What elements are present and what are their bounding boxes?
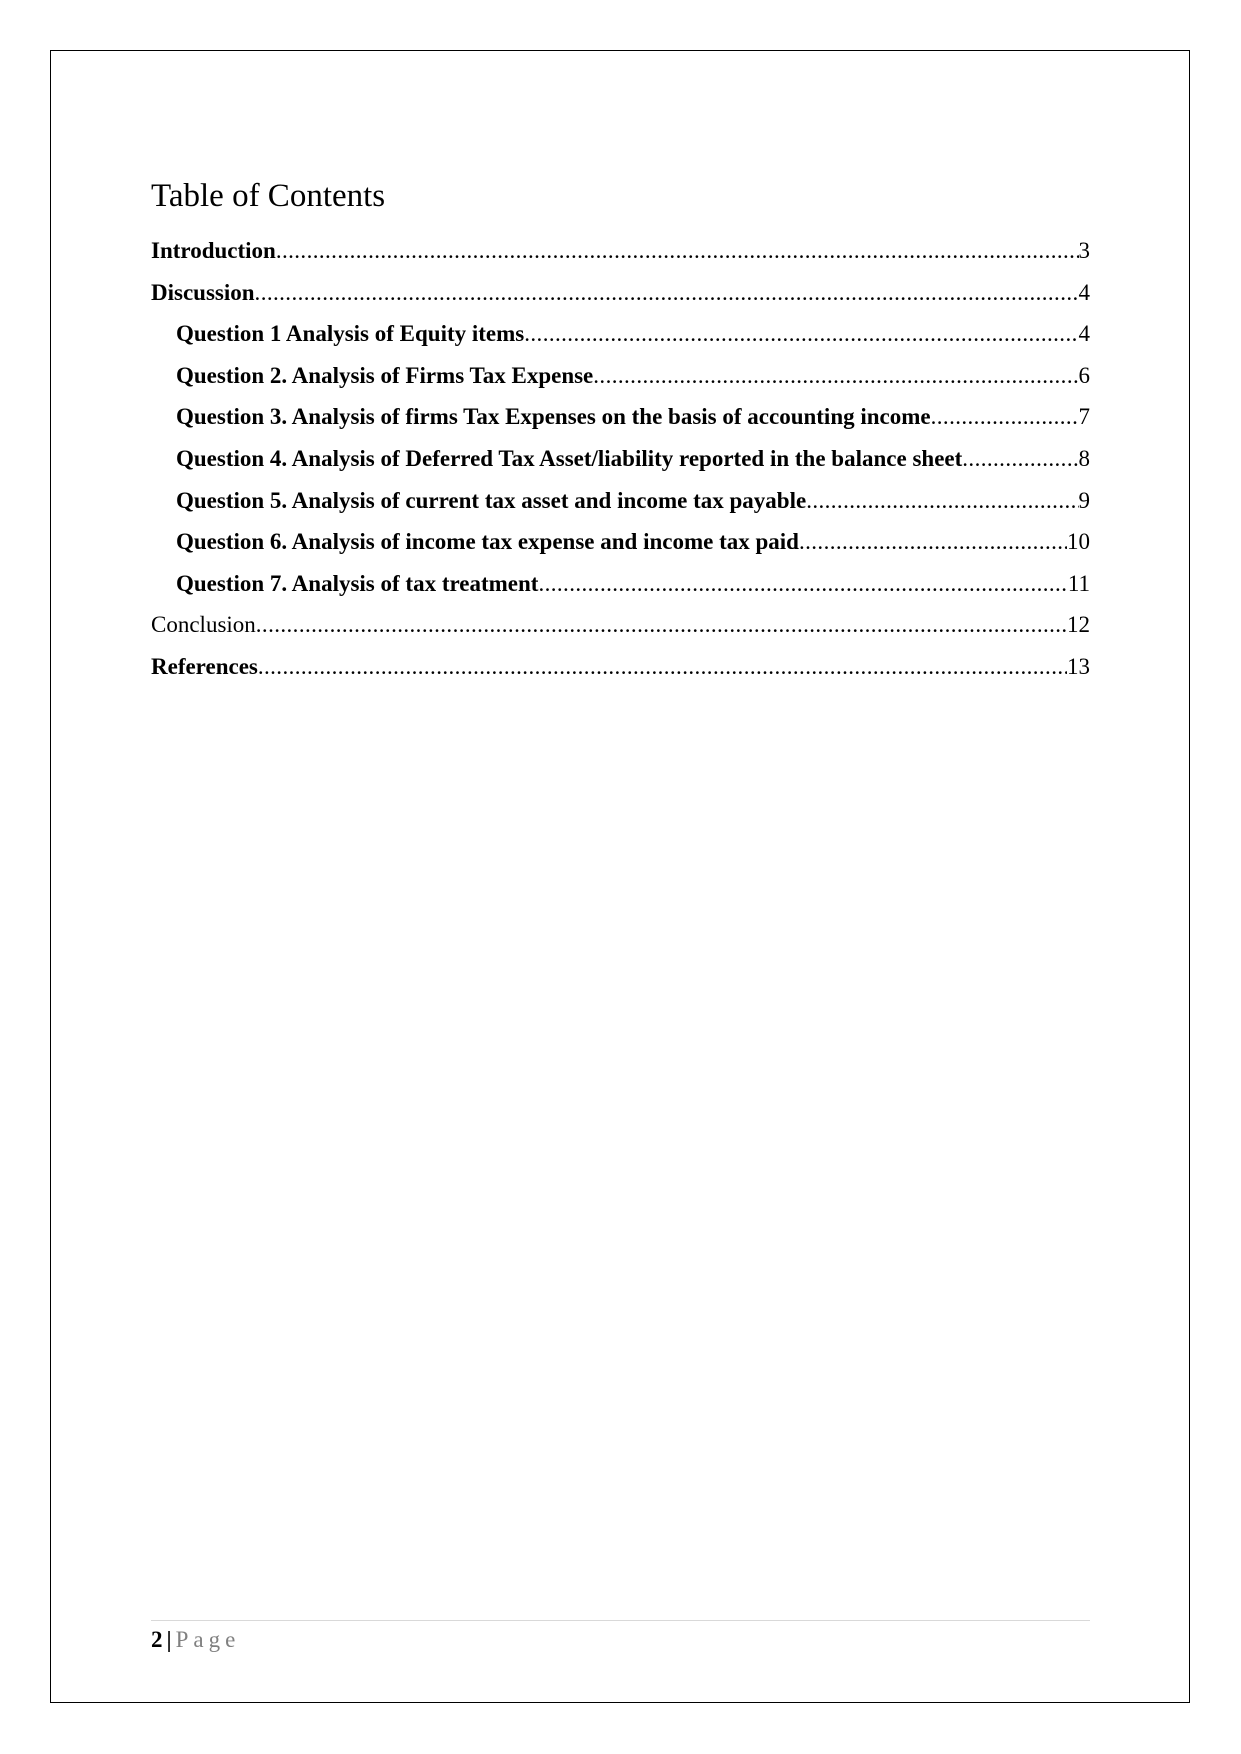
toc-dot-leader [255,272,1079,314]
toc-entry-discussion[interactable] [151,272,1090,314]
toc-dot-leader [256,604,1067,646]
toc-entry-question-4[interactable] [151,438,1090,480]
toc-entry-label: Introduction [151,238,276,263]
toc-dot-leader [538,563,1067,605]
footer-divider [151,1620,1090,1621]
toc-entry-label: Question 3. Analysis of firms Tax Expenses on the basis of accounting income [176,404,931,430]
toc-entry-page: 8 [1078,445,1090,471]
toc-entry-page: 12 [1067,612,1090,638]
toc-dot-leader [524,313,1078,355]
toc-dot-leader [806,480,1078,522]
toc-entry-label: Question 6. Analysis of income tax expense and income tax paid [176,529,799,555]
toc-entry-question-6[interactable] [151,521,1090,563]
toc-entry-label: Question 1 Analysis of Equity items [176,321,525,347]
toc-entry-page: 11 [1067,570,1090,596]
footer-separator: | [166,1627,172,1652]
toc-entry-page: 9 [1078,487,1090,513]
toc-entry-label: Conclusion [151,612,256,638]
toc-entry-page: 3 [1078,238,1090,263]
toc-entry-label: Question 4. Analysis of Deferred Tax Asset/liability reported in the balance sheet [176,445,963,471]
toc-entry-label: Question 7. Analysis of tax treatment [176,570,539,596]
page-footer [151,1623,240,1657]
toc-entry-label: References [151,653,258,679]
footer-page-number: 2 [151,1627,163,1652]
toc-dot-leader [258,646,1067,688]
toc-entry-page: 10 [1067,529,1090,555]
toc-list [151,230,1090,688]
toc-title: Table of Contents [151,178,386,214]
toc-dot-leader [276,230,1079,272]
toc-entry-introduction[interactable] [151,230,1090,272]
toc-entry-question-3[interactable] [151,396,1090,438]
toc-entry-question-7[interactable] [151,563,1090,605]
toc-entry-page: 6 [1078,362,1090,388]
toc-entry-question-1[interactable] [151,313,1090,355]
toc-dot-leader [962,438,1078,480]
toc-entry-label: Discussion [151,279,255,305]
toc-entry-page: 7 [1078,404,1090,430]
toc-entry-question-5[interactable] [151,480,1090,522]
toc-dot-leader [931,396,1079,438]
footer-page-word: Page [175,1627,241,1652]
toc-entry-label: Question 5. Analysis of current tax asset and income tax payable [176,487,807,513]
toc-entry-label: Question 2. Analysis of Firms Tax Expense [176,362,594,388]
toc-entry-page: 4 [1078,279,1090,305]
toc-entry-conclusion[interactable] [151,604,1090,646]
toc-entry-page: 4 [1078,321,1090,347]
toc-dot-leader [593,355,1078,397]
toc-entry-references[interactable] [151,646,1090,688]
toc-entry-question-2[interactable] [151,355,1090,397]
toc-entry-page: 13 [1067,653,1090,679]
toc-dot-leader [799,521,1067,563]
